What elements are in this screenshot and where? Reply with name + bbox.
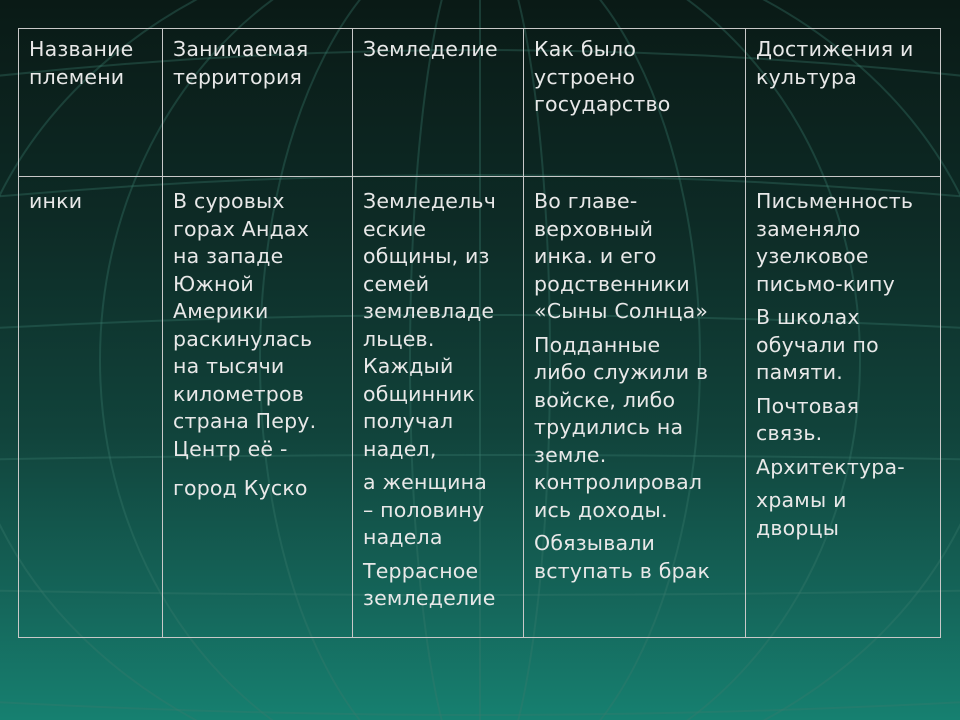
agriculture-paragraph: Земледельч еские общины, из семей землевладе льцев. Каждый общинник получал надел, <box>363 189 497 461</box>
state-ruler: Во главе- верховный инка. и его родственники «Сыны Солнца» <box>534 189 709 323</box>
header-state: Как было устроено государство <box>524 29 746 177</box>
header-territory: Занимаемая территория <box>163 29 353 177</box>
cell-agriculture <box>353 177 524 638</box>
culture-architecture: Архитектура- <box>756 454 905 479</box>
state-subjects: Подданные либо служили в войске, либо трудились на земле. контролировал ись доходы. <box>534 332 709 522</box>
header-culture: Достижения и культура <box>746 29 941 177</box>
cell-territory <box>163 177 353 638</box>
agriculture-terraces: Террасное земледелие <box>363 558 496 610</box>
header-agriculture: Земледелие <box>353 29 524 177</box>
cell-culture <box>746 177 941 638</box>
comparison-table-container <box>18 28 940 638</box>
culture-schools: В школах обучали по памяти. <box>756 305 879 384</box>
header-tribe-name: Название племени <box>19 29 163 177</box>
cell-state <box>524 177 746 638</box>
state-marriage: Обязывали вступать в брак <box>534 531 711 583</box>
table-header-row <box>19 29 941 177</box>
territory-capital: город Куско <box>173 476 308 500</box>
cell-tribe: инки <box>19 177 163 638</box>
agriculture-women: а женщина – половину надела <box>363 470 487 549</box>
culture-writing: Письменность заменяло узелковое письмо-кипу <box>756 189 914 296</box>
culture-temples: храмы и дворцы <box>756 488 847 540</box>
table-row <box>19 177 941 638</box>
tribes-table <box>18 28 941 638</box>
territory-paragraph: В суровых горах Андах на западе Южной Америки раскинулась на тысячи километров страна Перу. Центр её - <box>173 189 317 461</box>
culture-post: Почтовая связь. <box>756 393 860 445</box>
